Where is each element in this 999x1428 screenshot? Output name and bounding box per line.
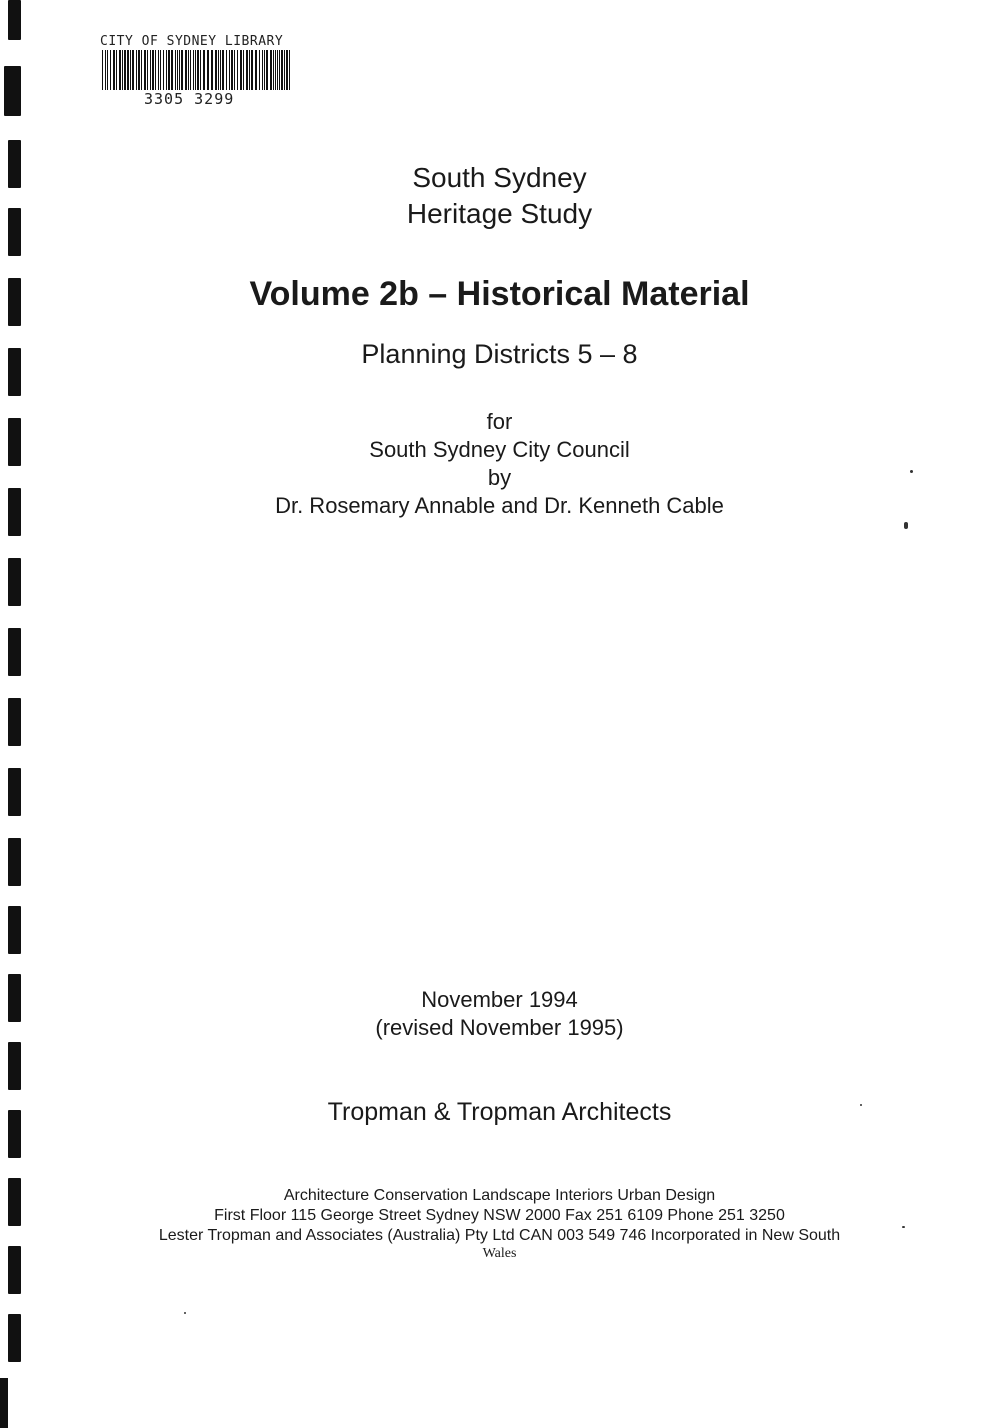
series-title-line1: South Sydney xyxy=(412,162,587,193)
authors: Dr. Rosemary Annable and Dr. Kenneth Cable xyxy=(275,493,724,518)
footer-company-cont: Wales xyxy=(482,1246,517,1261)
library-barcode-label xyxy=(100,34,300,114)
footer-company: Lester Tropman and Associates (Australia) Pty Ltd CAN 003 549 746 Incorporated in New South xyxy=(158,1227,841,1244)
dates-block xyxy=(0,986,999,1042)
client-name: South Sydney City Council xyxy=(369,437,630,462)
binding-hole xyxy=(8,838,21,886)
footer-address: First Floor 115 George Street Sydney NSW 2000 Fax 251 6109 Phone 251 3250 xyxy=(214,1207,785,1224)
issue-date: November 1994 xyxy=(421,987,578,1012)
binding-hole xyxy=(8,558,21,606)
library-name: CITY OF SYDNEY LIBRARY xyxy=(100,34,284,49)
scan-speck xyxy=(904,522,908,529)
binding-hole xyxy=(8,1314,21,1362)
binding-hole xyxy=(8,698,21,746)
barcode-icon xyxy=(102,50,292,90)
volume-title-text: Volume 2b – Historical Material xyxy=(249,275,750,313)
revision-date: (revised November 1995) xyxy=(375,1015,624,1040)
scan-speck xyxy=(910,470,913,473)
footer-block xyxy=(0,1186,999,1262)
scan-speck xyxy=(860,1104,862,1106)
districts-subtitle xyxy=(0,338,999,370)
series-title-line2: Heritage Study xyxy=(406,198,593,229)
footer-services: Architecture Conservation Landscape Interiors Urban Design xyxy=(283,1187,716,1204)
binding-hole xyxy=(8,0,21,40)
series-title xyxy=(0,160,999,232)
scan-speck xyxy=(184,1312,186,1314)
districts-text: Planning Districts 5 – 8 xyxy=(361,339,638,369)
volume-title xyxy=(0,274,999,314)
firm-block xyxy=(0,1096,999,1128)
binding-corner xyxy=(0,1378,8,1428)
binding-hole xyxy=(8,768,21,816)
firm-name: Tropman & Tropman Architects xyxy=(327,1098,672,1126)
for-label: for xyxy=(486,409,513,434)
binding-hole xyxy=(4,66,21,116)
binding-hole xyxy=(8,906,21,954)
scan-speck xyxy=(902,1226,905,1228)
by-label: by xyxy=(487,465,512,490)
barcode-number: 3305 3299 xyxy=(144,90,235,108)
credits-block xyxy=(0,408,999,520)
binding-hole xyxy=(8,1042,21,1090)
binding-hole xyxy=(8,628,21,676)
